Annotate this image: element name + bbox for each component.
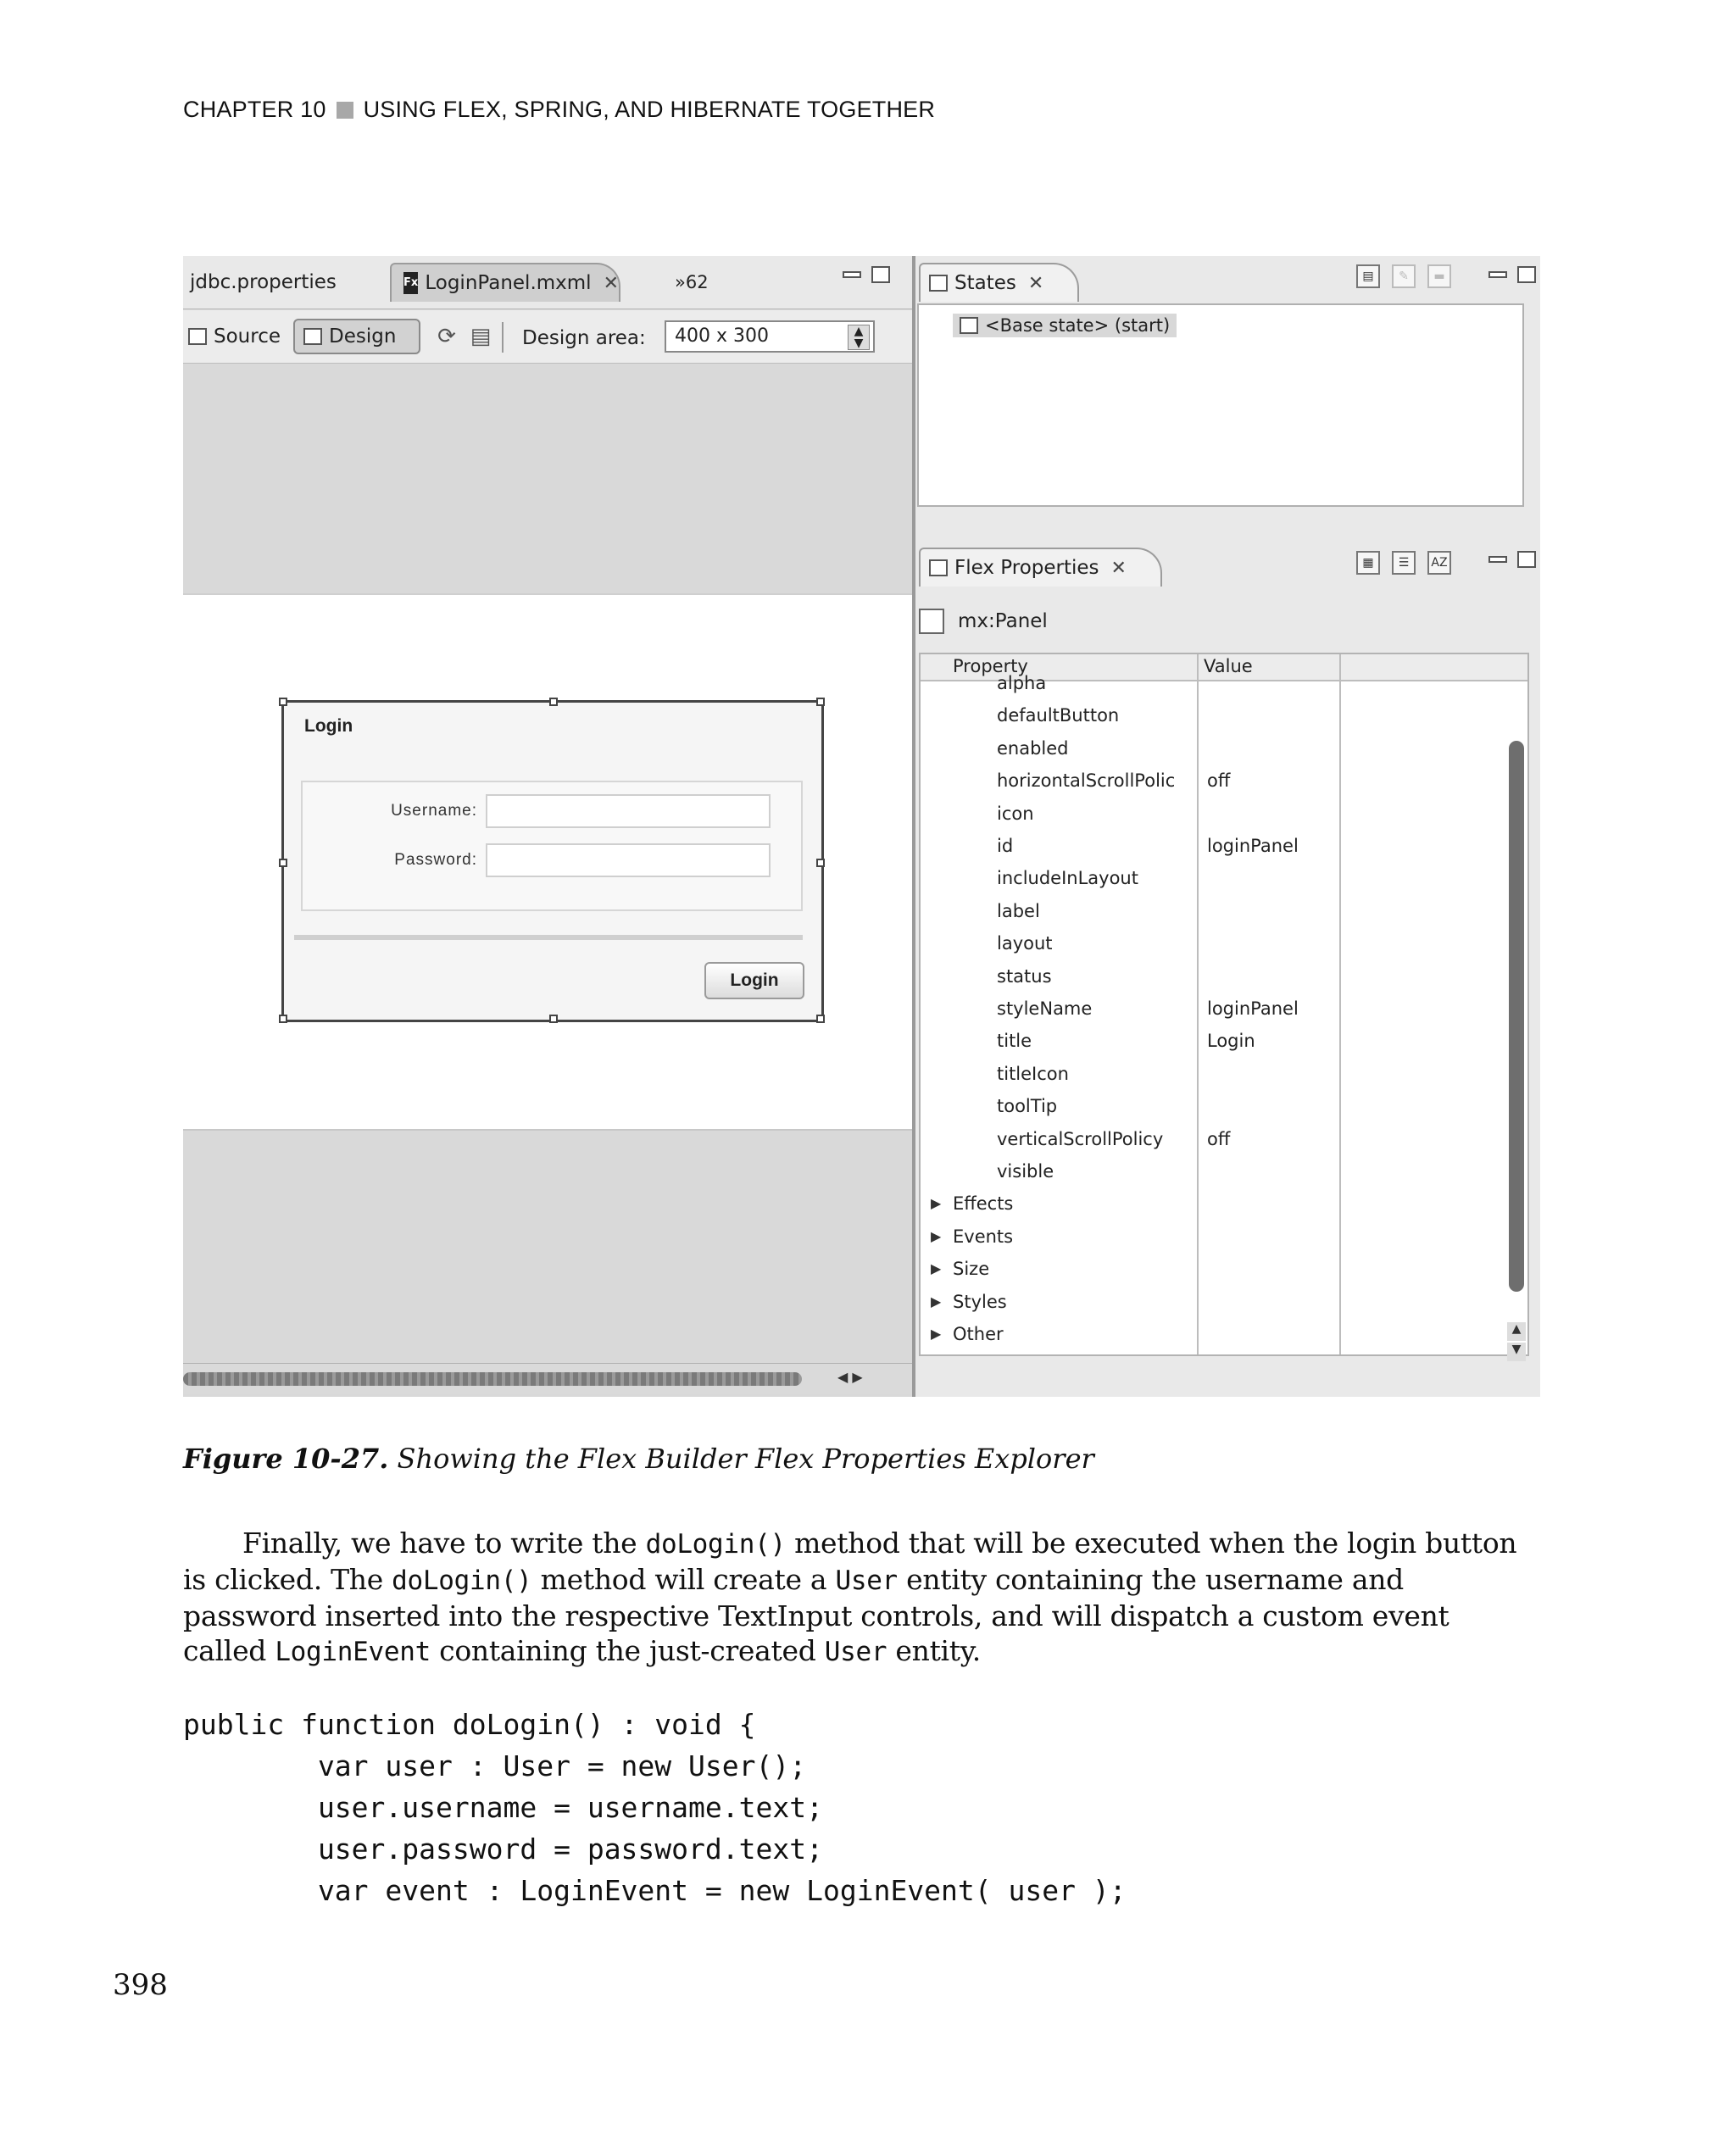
property-row[interactable]	[921, 1027, 1497, 1059]
code-line: var event : LoginEvent = new LoginEvent( user );	[183, 1874, 1127, 1907]
editor-tabbar	[183, 256, 912, 309]
design-mode-button[interactable]: Design	[293, 319, 420, 354]
property-name: enabled	[997, 737, 1069, 759]
toolbar-separator	[502, 322, 504, 353]
right-views	[915, 256, 1540, 1397]
property-row[interactable]	[921, 832, 1497, 865]
state-icon	[960, 317, 978, 334]
resize-handle[interactable]	[816, 859, 825, 867]
resize-handle[interactable]	[549, 698, 558, 706]
alphabetical-view-icon[interactable]: AZ	[1427, 551, 1451, 575]
selected-object	[919, 609, 1048, 634]
property-category-row[interactable]	[921, 1255, 1497, 1287]
inline-code: doLogin()	[645, 1529, 786, 1560]
vertical-scrollbar[interactable]	[1507, 698, 1527, 1356]
object-name: mx:Panel	[958, 610, 1048, 632]
close-icon[interactable]: ✕	[1110, 557, 1127, 579]
resize-handle[interactable]	[279, 698, 287, 706]
states-list	[917, 303, 1524, 507]
tab-jdbc-properties[interactable]	[190, 263, 337, 302]
username-label: Username:	[391, 802, 477, 820]
property-name: status	[997, 965, 1052, 987]
delete-state-icon[interactable]: ▬	[1427, 264, 1451, 288]
property-category-row[interactable]	[921, 1321, 1497, 1353]
property-row[interactable]	[921, 735, 1497, 767]
source-icon	[188, 328, 207, 345]
property-category-row[interactable]	[921, 1223, 1497, 1255]
username-input[interactable]	[486, 794, 771, 828]
states-icon	[929, 275, 948, 292]
select-stepper-icon: ▲ ▼	[848, 325, 870, 350]
property-name: layout	[997, 933, 1053, 954]
states-toolbar	[1356, 264, 1451, 288]
square-separator-icon	[337, 102, 353, 119]
new-state-icon[interactable]: ▤	[1356, 264, 1380, 288]
resize-handle[interactable]	[549, 1015, 558, 1023]
scroll-arrows-icon[interactable]: ◀ ▶	[837, 1369, 863, 1385]
password-input[interactable]	[486, 843, 771, 877]
code-line: var user : User = new User();	[183, 1749, 807, 1782]
property-name: defaultButton	[997, 705, 1120, 726]
category-name: Effects	[953, 1193, 1014, 1215]
column-header-property[interactable]: Property	[953, 656, 1028, 676]
expand-triangle-icon[interactable]: ▶	[931, 1260, 942, 1277]
close-icon[interactable]: ✕	[603, 272, 619, 294]
inline-code: LoginEvent	[275, 1637, 431, 1667]
chapter-title: USING FLEX, SPRING, AND HIBERNATE TOGETHER	[363, 97, 936, 122]
property-row[interactable]	[921, 1126, 1497, 1158]
property-name: styleName	[997, 998, 1093, 1019]
mxml-file-icon: Fx	[403, 272, 418, 294]
editor-pane	[183, 256, 915, 1397]
resize-handle[interactable]	[816, 698, 825, 706]
login-form	[301, 781, 803, 911]
standard-view-icon[interactable]: ▦	[1356, 551, 1380, 575]
property-value[interactable]: off	[1207, 770, 1231, 792]
expand-triangle-icon[interactable]: ▶	[931, 1227, 942, 1244]
property-row[interactable]	[921, 1093, 1497, 1125]
design-area-select[interactable]: 400 x 300 ▲ ▼	[665, 320, 875, 353]
design-icon	[303, 328, 322, 345]
body-paragraph: Finally, we have to write the doLogin() method that will be executed when the login button is clicked. The doLogin() method will create a User entity containing the username and password inserted into the respective TextInput controls, and will dispatch a custom event called LoginEvent containing the just-created User entity.	[183, 1527, 1517, 1667]
panel-title: Login	[304, 716, 353, 736]
code-line: public function doLogin() : void {	[183, 1708, 756, 1741]
tab-overflow-count[interactable]: »62	[675, 272, 709, 292]
property-row[interactable]	[921, 995, 1497, 1027]
category-name: Other	[953, 1324, 1004, 1344]
minimize-icon[interactable]	[843, 271, 861, 278]
maximize-icon[interactable]	[1517, 551, 1536, 568]
property-row[interactable]	[921, 865, 1497, 897]
code-listing	[183, 1704, 1127, 1911]
layout-icon[interactable]: ▤	[470, 324, 492, 349]
category-name: Events	[953, 1226, 1014, 1247]
property-name: toolTip	[997, 1096, 1058, 1117]
properties-window-controls	[1488, 551, 1536, 568]
properties-icon	[929, 559, 948, 576]
password-row	[333, 843, 771, 877]
property-row[interactable]	[921, 1158, 1497, 1190]
flex-builder-screenshot	[183, 256, 1540, 1397]
property-value[interactable]: Login	[1207, 1031, 1255, 1052]
component-icon	[919, 609, 944, 634]
minimize-icon[interactable]	[1488, 271, 1507, 278]
tab-states[interactable]: States ✕	[919, 263, 1079, 302]
expand-triangle-icon[interactable]: ▶	[931, 1293, 942, 1310]
scrollbar-track[interactable]	[183, 1372, 802, 1386]
horizontal-scrollbar[interactable]	[183, 1363, 912, 1394]
property-row[interactable]	[921, 963, 1497, 995]
property-row[interactable]	[921, 898, 1497, 930]
category-view-icon[interactable]: ☰	[1392, 551, 1416, 575]
page-number: 398	[113, 1968, 168, 2002]
tab-label: LoginPanel.mxml	[425, 272, 592, 294]
login-panel-selection[interactable]	[281, 700, 824, 1022]
source-mode-button[interactable]: Source	[183, 319, 289, 354]
running-head	[183, 97, 935, 123]
scroll-up-icon[interactable]: ▲	[1507, 1322, 1526, 1341]
resize-handle[interactable]	[279, 859, 287, 867]
tab-flex-properties[interactable]: Flex Properties ✕	[919, 548, 1162, 587]
expand-triangle-icon[interactable]: ▶	[931, 1326, 942, 1342]
column-header-value[interactable]: Value	[1204, 656, 1253, 676]
property-row[interactable]	[921, 702, 1497, 734]
maximize-icon[interactable]	[871, 266, 890, 283]
design-area-label: Design area:	[522, 327, 646, 349]
expand-triangle-icon[interactable]: ▶	[931, 1195, 942, 1212]
edit-state-icon[interactable]: ✎	[1392, 264, 1416, 288]
inline-code: User	[824, 1637, 887, 1667]
inline-code: doLogin()	[392, 1565, 532, 1596]
login-button[interactable]: Login	[704, 962, 804, 999]
property-row[interactable]	[921, 1060, 1497, 1093]
property-name: id	[997, 836, 1014, 856]
properties-grid	[919, 653, 1529, 1356]
category-name: Styles	[953, 1291, 1007, 1312]
editor-window-controls	[843, 266, 890, 283]
properties-toolbar	[1356, 551, 1451, 575]
minimize-icon[interactable]	[1488, 556, 1507, 563]
inline-code: User	[835, 1565, 898, 1596]
tab-loginpanel-mxml[interactable]	[390, 263, 620, 302]
property-value[interactable]: off	[1207, 1128, 1231, 1149]
username-row	[333, 794, 771, 828]
property-name: titleIcon	[997, 1063, 1069, 1084]
property-row[interactable]	[921, 670, 1497, 702]
figure-caption	[183, 1443, 1094, 1475]
property-row[interactable]	[921, 767, 1497, 799]
property-name: label	[997, 900, 1040, 921]
property-value[interactable]: loginPanel	[1207, 836, 1299, 856]
states-window-controls	[1488, 266, 1536, 283]
password-label: Password:	[394, 851, 477, 869]
property-name: title	[997, 1031, 1032, 1052]
figure-number: Figure 10-27.	[183, 1443, 389, 1475]
base-state-item[interactable]: <Base state> (start)	[953, 314, 1177, 337]
editor-toolbar	[183, 310, 912, 364]
property-row[interactable]	[921, 800, 1497, 832]
category-name: Size	[953, 1259, 990, 1280]
property-name: horizontalScrollPolic	[997, 770, 1176, 792]
code-line: user.username = username.text;	[183, 1791, 823, 1824]
chapter-label: CHAPTER 10	[183, 97, 326, 122]
scroll-down-icon[interactable]: ▼	[1507, 1343, 1526, 1361]
maximize-icon[interactable]	[1517, 266, 1536, 283]
property-name: visible	[997, 1161, 1054, 1182]
tab-label: jdbc.properties	[190, 271, 337, 293]
resize-handle[interactable]	[279, 1015, 287, 1023]
panel-divider	[294, 935, 803, 940]
resize-handle[interactable]	[816, 1015, 825, 1023]
property-value[interactable]: loginPanel	[1207, 998, 1299, 1019]
property-name: includeInLayout	[997, 868, 1138, 889]
refresh-icon[interactable]: ⟳	[437, 324, 456, 349]
property-row[interactable]	[921, 930, 1497, 962]
property-category-row[interactable]	[921, 1190, 1497, 1222]
flex-properties-view	[915, 544, 1540, 1397]
figure-caption-text: Showing the Flex Builder Flex Properties Explorer	[397, 1443, 1094, 1475]
code-line: user.password = password.text;	[183, 1832, 823, 1866]
property-name: icon	[997, 803, 1034, 824]
close-icon[interactable]: ✕	[1027, 272, 1044, 294]
property-name: verticalScrollPolicy	[997, 1128, 1164, 1149]
property-name: alpha	[997, 673, 1047, 693]
property-category-row[interactable]	[921, 1288, 1497, 1321]
scrollbar-thumb[interactable]	[1509, 741, 1524, 1292]
